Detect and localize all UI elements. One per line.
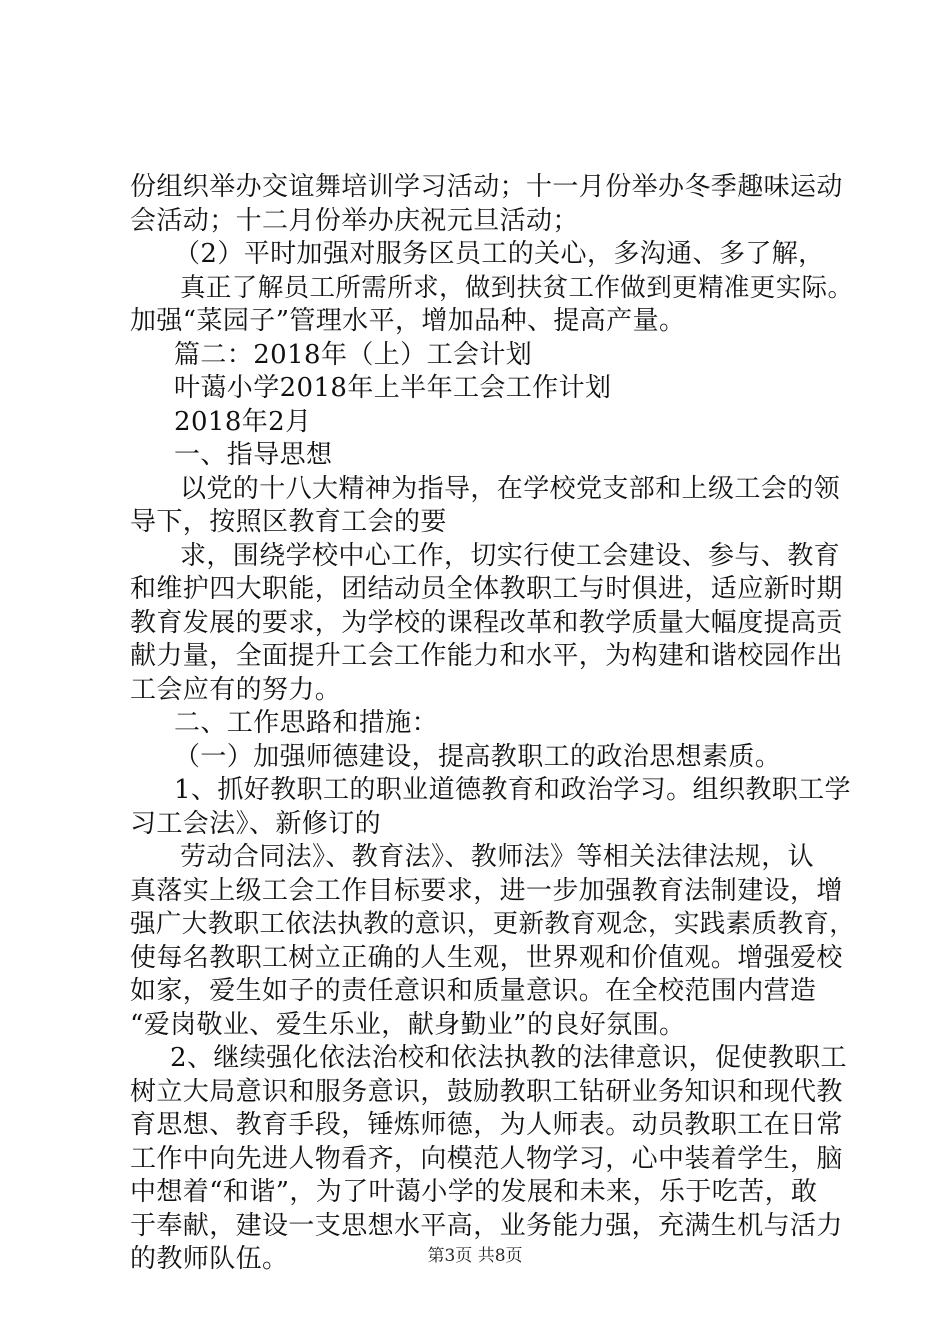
text-line: 会活动；十二月份举办庆祝元旦活动； (130, 205, 579, 236)
text-line: 教育发展的要求，为学校的课程改革和教学质量大幅度提高贡 (130, 607, 843, 638)
text-line: 使每名教职工树立正确的人生观，世界观和价值观。增强爱校 (130, 942, 843, 973)
text-line: 加强“菜园子”管理水平，增加品种、提高产量。 (130, 306, 686, 336)
text-line: 和维护四大职能，团结动员全体教职工与时俱进，适应新时期 (130, 574, 843, 604)
text-line: 献力量，全面提升工会工作能力和水平，为构建和谐校园作出 (130, 641, 843, 671)
document-body (130, 171, 860, 1277)
text-line: 2、继续强化依法治校和依法执教的法律意识，促使教职工 (170, 1043, 847, 1073)
text-line: 篇二：2018年（上）工会计划 (174, 339, 533, 370)
text-line: 于奉献，建设一支思想水平高，业务能力强，充满生机与活力 (130, 1210, 843, 1241)
text-line: 如家，爱生如子的责任意识和质量意识。在全校范围内营造 (130, 976, 817, 1006)
text-line: “爱岗敬业、爱生乐业，献身勤业”的良好氛围。 (130, 1009, 686, 1040)
text-line: 劳动合同法》、教育法》、教师法》等相关法律法规，认 (180, 842, 815, 872)
text-line: 2018年2月 (174, 406, 312, 437)
page-number: 第3页 共8页 (427, 1246, 523, 1266)
text-line: 份组织举办交谊舞培训学习活动；十一月份举办冬季趣味运动 (130, 172, 843, 202)
text-line: 强广大教职工依法执教的意识，更新教育观念，实践素质教育， (130, 909, 856, 939)
text-line: （一）加强师德建设，提高教职工的政治思想素质。 (174, 741, 782, 772)
text-line: 育思想、教育手段，锤炼师德，为人师表。动员教职工在日常 (130, 1110, 843, 1140)
text-line: 的教师队伍。 (130, 1244, 289, 1274)
text-line: 工作中向先进人物看齐，向模范人物学习，心中装着学生，脑 (130, 1143, 843, 1174)
text-line: 一、指导思想 (174, 440, 333, 470)
text-line: 习工会法》、新修订的 (130, 808, 382, 839)
text-line: 二、工作思路和措施： (174, 708, 439, 738)
text-line: （2）平时加强对服务区员工的关心，多沟通、多了解， (174, 239, 825, 269)
text-line: 树立大局意识和服务意识，鼓励教职工钻研业务知识和现代教 (130, 1076, 843, 1107)
text-line: 真落实上级工会工作目标要求，进一步加强教育法制建设，增 (130, 875, 843, 906)
text-line: 中想着“和谐”，为了叶蔼小学的发展和未来，乐于吃苦，敢 (130, 1177, 818, 1207)
text-line: 以党的十八大精神为指导，在学校党支部和上级工会的领 (180, 473, 841, 504)
text-line: 导下，按照区教育工会的要 (130, 507, 447, 537)
text-line: 工会应有的努力。 (130, 674, 342, 705)
text-line: 叶蔼小学2018年上半年工会工作计划 (174, 373, 612, 403)
text-line: 1、抓好教职工的职业道德教育和政治学习。组织教职工学 (174, 775, 851, 805)
text-line: 求，围绕学校中心工作，切实行使工会建设、参与、教育 (180, 540, 841, 571)
text-line: 真正了解员工所需所求，做到扶贫工作做到更精准更实际。 (180, 272, 854, 303)
